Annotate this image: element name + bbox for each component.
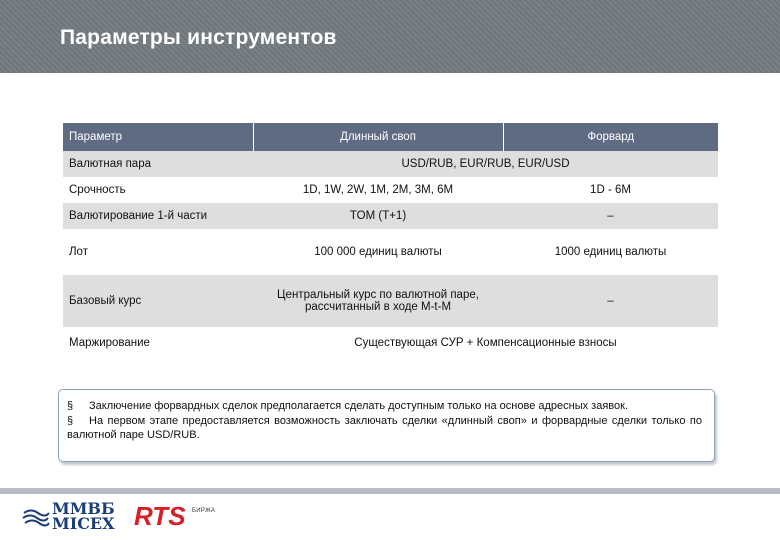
rts-logo: RTS [134, 501, 186, 531]
table-row-margining [63, 328, 718, 359]
row-label: Срочность [63, 178, 253, 203]
note-text: Заключение форвардных сделок предполагается сделать доступным только на основе адресных заявок. [89, 400, 628, 412]
slide-header [0, 0, 780, 73]
row-value-swap: Центральный курс по валютной паре, рассчитанный в ходе M-t-M [253, 275, 503, 328]
parameters-table [63, 123, 718, 359]
row-label: Валютирование 1-й части [63, 203, 253, 230]
row-label: Базовый курс [63, 275, 253, 328]
row-label: Валютная пара [63, 151, 253, 178]
row-value-forward: – [503, 275, 718, 328]
table-row-currency-pair [63, 151, 718, 178]
bullet-icon: § [67, 414, 74, 427]
slide-title: Параметры инструментов [60, 26, 337, 49]
note-item [67, 399, 702, 414]
row-value-swap: TOM (T+1) [253, 203, 503, 230]
row-value-swap: 1D, 1W, 2W, 1M, 2M, 3M, 6M [253, 178, 503, 203]
table-row-base-rate [63, 275, 718, 328]
micex-logo [22, 499, 115, 535]
notes-box [58, 389, 715, 462]
note-text: На первом этапе предоставляется возможность заключать сделки «длинный своп» и форвардные сделки только по валютной паре USD/RUB. [67, 414, 702, 441]
micex-logo-line1: ММВБ [52, 499, 115, 518]
row-value-swap: 100 000 единиц валюты [253, 230, 503, 275]
table-row-value-date [63, 203, 718, 230]
header-forward: Форвард [503, 123, 718, 151]
row-label: Маржирование [63, 328, 253, 359]
row-value-forward: 1000 единиц валюты [503, 230, 718, 275]
bullet-icon: § [67, 400, 74, 412]
row-value-forward: 1D - 6M [503, 178, 718, 203]
table-header-row [63, 123, 718, 151]
table-row-term [63, 178, 718, 203]
table-row-lot [63, 230, 718, 275]
header-long-swap: Длинный своп [253, 123, 503, 151]
micex-wave-icon [22, 507, 50, 527]
row-label: Лот [63, 230, 253, 275]
footer [0, 494, 780, 540]
note-item [67, 414, 702, 443]
header-parameter: Параметр [63, 123, 253, 151]
micex-logo-line2: MICEX [52, 514, 115, 533]
rts-logo-subtitle: БИРЖА [192, 508, 216, 514]
row-value-merged: Существующая СУР + Компенсационные взносы [253, 328, 718, 359]
row-value-forward: – [503, 203, 718, 230]
row-value-merged: USD/RUB, EUR/RUB, EUR/USD [253, 151, 718, 178]
